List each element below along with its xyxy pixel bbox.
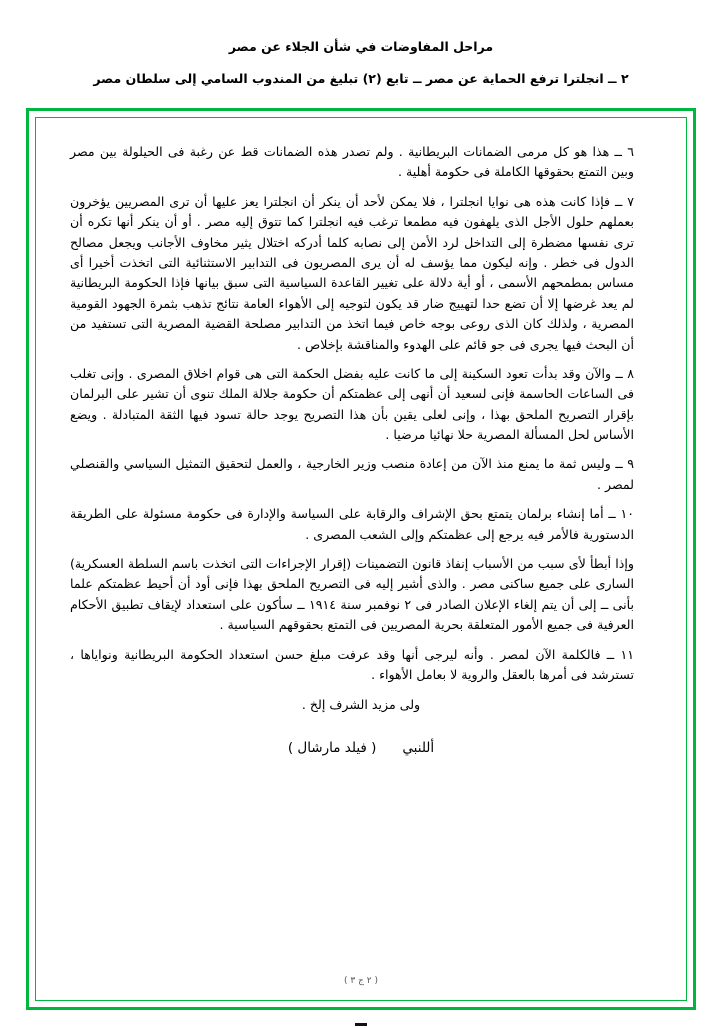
paragraph-10: ١٠ ــ أما إنشاء برلمان يتمتع بحق الإشراف والرقابة على السياسة والإدارة فى حكومة مسئولة على الطريقة الدستورية فالأمر فيه يرجع إلى عظمتكم وإلى الشعب المصرى . bbox=[70, 506, 634, 542]
paragraph-6: ٦ ــ هذا هو كل مرمى الضمانات البريطانية . ولم تصدر هذه الضمانات قط عن رغبة فى الحيلولة بين مصر وبين التمتع بحقوقها الكاملة فى حكومة أهلية . bbox=[70, 144, 634, 180]
bottom-tick-mark bbox=[355, 1023, 367, 1026]
paragraph-9: ٩ ــ وليس ثمة ما يمنع منذ الآن من إعادة منصب وزير الخارجية ، والعمل لتحقيق التمثيل السياسي والقنصلي لمصر . bbox=[70, 456, 634, 492]
page-subtitle: ٢ ــ انجلترا ترفع الحماية عن مصر ــ تابع (٢) تبليغ من المندوب السامي إلى سلطان مصر bbox=[93, 70, 629, 86]
green-border-inner bbox=[35, 117, 687, 1001]
page-header bbox=[0, 0, 722, 87]
page-number: ( ٢ ج ٣ ) bbox=[344, 976, 378, 986]
paragraph-8: ٨ ــ والآن وقد بدأت تعود السكينة إلى ما كانت عليه بفضل الحكمة التى هى قوام اخلاق المصرى . وإنى تغلب فى الساعات الحاسمة فإنى لسعيد أن أنهى إلى عظمتكم أن حكومة جلالة الملك تنوى أن تشير على البرلمان بإقرار التصريح الملحق بهذا ، وإنى لعلى يقين بأن هذا التصريح يوجد حالة تسود فيها الثقة المتبادلة . ويضع الأساس لحل المسألة المصرية حلا نهائيا مرضيا . bbox=[70, 365, 634, 443]
paragraph-7: ٧ ــ فإذا كانت هذه هى نوايا انجلترا ، فلا يمكن لأحد أن ينكر أن انجلترا يعز عليها أن ترى المصريين يؤخرون بعملهم حلول الأجل الذى يلهفون فيه مطمعا ترغب فيه انجلترا كما تتوق إليه مصر . أو أن ينكر أنها تكره أن ترى نفسها مضطرة إلى التداخل لرد الأمن إلى نصابه كلما أدركه اختلال يثير مخاوف الأجانب ويجعل مصالح الدول فى خطر . وإنه ليكون مما يؤسف له أن يرى المصريون فى التدابير الاستثنائية التى اتخذت أخيرا أى مساس بمطمحهم الأسمى ، أو أية دلالة على تغيير القاعدة السياسية التى سبق بيانها فإذا الحكومة البريطانية لم يعد غرضها إلا أن تضع حدا لتهييج ضار قد يكون لتوجيه إلى الأهواء العامة نتائج تذهب بثمرة الجهود القومية المصرية ، ولذلك كان الذى روعى بوجه خاص فيما اتخذ من التدابير مصلحة القضية المصرية التى تستفيد من أن البحث فيها يجرى فى جو قائم على الهدوء والمناقشة بإخلاص . bbox=[70, 193, 634, 352]
signature-name: أللنبي bbox=[402, 739, 435, 756]
green-border-frame bbox=[26, 108, 696, 1010]
paragraph-11: ١١ ــ فالكلمة الآن لمصر . وأنه ليرجى أنها وقد عرفت مبلغ حسن استعداد الحكومة البريطانية ونواياها ، تسترشد فى أمرها بالعقل والروية لا بعامل الأهواء . bbox=[70, 646, 634, 682]
document-body bbox=[70, 142, 652, 760]
page-title: مراحل المفاوضات في شأن الجلاء عن مصر bbox=[228, 39, 494, 54]
signature-block bbox=[70, 738, 652, 760]
paragraph-10-continued: وإذا أبطأ لأى سبب من الأسباب إنفاذ قانون التضمينات (إقرار الإجراءات التى اتخذت باسم السلطة العسكرية) السارى على جميع ساكنى مصر . والذى أشير إليه فى التصريح الملحق بهذا فإنى أود أن أحيط عظمتكم علما بأنى ــ إلى أن يتم إلغاء الإعلان الصادر فى ٢ نوفمبر سنة ١٩١٤ ــ سأكون على استعداد لإيقاف تطبيق الأحكام العرفية فى جميع الأمور المتعلقة بحرية المصريين فى التمتع بحقوقهم السياسية . bbox=[70, 556, 635, 633]
signature-rank: ( فيلد مارشال ) bbox=[287, 739, 377, 756]
closing-line: ولى مزيد الشرف إلخ . bbox=[301, 697, 421, 713]
